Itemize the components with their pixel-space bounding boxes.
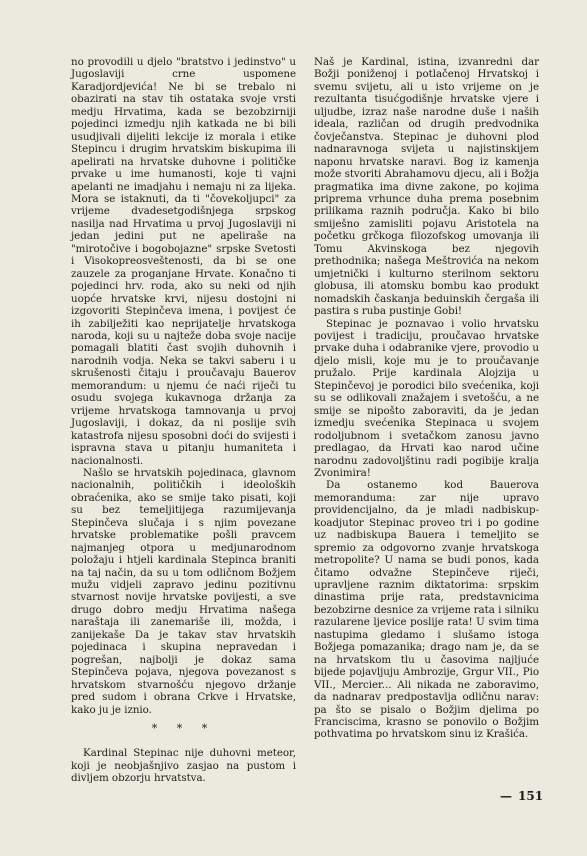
page-number-value: 151 xyxy=(518,789,544,803)
page-number xyxy=(500,789,543,803)
paragraph: Stepinac je poznavao i volio hrvatsku povijest i tradiciju, proučavao hrvatske prvake duha i odabranike vjere, provodio u djelo misli, koje mu je to proučavanje pružalo. Prije kardinala Alojzija u Stepinčevoj je porodici bilo svećenika, koji su se odlikovali znažajem i svetošću, a ne smije se nipošto zaboraviti, da je jedan izmedju svećenika Stepinaca u svojem rodoljubnom i svetačkom zanosu javno predlagao, da Hrvati kao narod učine narodnu zadovoljštinu radi pogibije kralja Zvonimira! xyxy=(314,317,539,479)
paragraph: Našlo se hrvatskih pojedinaca, glavnom nacionalnih, političkih i ideoloških obraćenika, ako se smije tako pisati, koji su bez temeljitijega razumijevanja Stepinčeva slučaja i s njim povezane hrvatske problematike pošli pravcem najmanjeg otpora u medjunarodnom položaju i htjeli kardinala Stepinca braniti na taj način, da su u tom odličnom Božjem mužu vidjeli zapravo jedinu pozitivnu stvarnost novije hrvatske povijesti, a sve drugo dobro medju Hrvatima našega naraštaja ili zanemariše ili, možda, i zanijekaše Da je takav stav hrvatskih pojedinaca i skupina nepravedan i pogrešan, najbolji je dokaz sama Stepinčeva pojava, njegova povezanost s hrvatskom stvarnošću njegovo držanje pred sudom i obrana Crkve i Hrvatske, kako ju je iznio. xyxy=(71,466,296,716)
paragraph: no provodili u djelo "bratstvo i jedinstvo" u Jugoslaviji crne uspomene Karadjordjevića! Ne bi se trebalo ni obazirati na stav tih ostataka svoje vrsti medju Hrvatima, kada se bezobzirniji pojedinci izmedju njih katkada ne bi bili usudjivali dijeliti lekcije iz morala i etike Stepincu i drugim hrvatskim biskupima ili apelirati na hrvatske duhovne i političke prvake u ime humanosti, koje ti vajni apelanti ne imadjahu i nemaju ni za lijeka. Mora se istaknuti, da ti "čovekoljupci" za vrijeme dvadesetgodišnjega srpskog nasilja nad Hrvatima u prvoj Jugoslaviji ni jedan jedini put ne apeliraše na "mirotočive i bogobojazne" srpske Svetosti i Visokopreosveštenosti, da bi se one zauzele za proganjane Hrvate. Konačno ti pojedinci hrv. roda, ako su neki od njih uopće hrvatske krvi, nijesu dostojni ni izgovoriti Stepinčeva imena, i povijest će ih zabilježiti kao neprijatelje hrvatskoga naroda, koji su u najteže doba svoje nacije pomagali blatiti čast svojih duhovnih i narodnih vodja. Neka se takvi saberu i u skrušenosti čitaju i proučavaju Bauerov memorandum: u njemu će naći riječi tu osudu svojega kukavnoga držanja za vrijeme hrvatskoga tamnovanja u prvoj Jugoslaviji, i dokaz, da ni poslije svih katastrofa nijesu sposobni doći do svijesti i ispravna stava u pitanju humaniteta i nacionalnosti. xyxy=(71,56,296,467)
right-column xyxy=(314,56,539,741)
section-separator: * * * xyxy=(151,722,216,736)
left-column xyxy=(71,56,296,785)
paragraph: Kardinal Stepinac nije duhovni meteor, koji je neobjašnjivo zasjao na pustom i divljem obzorju hrvatstva. xyxy=(71,747,296,785)
paragraph: Da ostanemo kod Bauerova memoranduma: zar nije upravo providencijalno, da je mladi nadbiskup-koadjutor Stepinac proveo tri i po godine uz nadbiskupa Bauera i temeljito se spremio za odgovorno zvanje hrvatskoga metropolite? U nama se budi ponos, kada čitamo odvažne Stepinčeve riječi, upravljene raznim diktatorima: srpskim dinastima prije rata, predstavnicima bezobzirne desnice za vrijeme rata i silniku razularene ljevice poslije rata! U svim tima nastupima gledamo i slušamo istoga Božjega pomazanika; drago nam je, da se na hrvatskom tlu u časovima najljuće bijede pojavljuju Ambrozije, Grgur VII., Pio VII., Mercier... Ali nikada ne zaboravimo, da nadnarav predpostavlja odličnu narav: pa što se pisalo o Božjim djelima po Franciscima, krasno se ponovilo o Božjim pothvatima po hrvatskom sinu iz Krašića. xyxy=(314,479,539,741)
paragraph: Naš je Kardinal, istina, izvanredni dar Božji poniženoj i potlačenoj Hrvatskoj i svemu svijetu, ali u isto vrijeme on je rezultanta tisućgodišnje hrvatske vjere i uljudbe, izraz naše narodne duše i naših ideala, različan od drugih predvodnika čovječanstva. Stepinac je duhovni plod nadnaravnoga svijeta u najistinskijem naponu hrvatske naravi. Bog iz kamenja može stvoriti Abrahamovu djecu, ali i Božja pragmatika ima divne zakone, po kojima priprema vrhunce duha prema posebnim prilikama raznih područja. Kako bi bilo smiješno zamisliti pojavu Aristotela na početku grčkoga filozofskog umovanja ili Tomu Akvinskoga bez njegovih prethodnika; našega Meštrovića na nekom umjetnički i kulturno sterilnom sektoru globusa, ili atomsku bombu kao produkt nomadskih časkanja beduinskih čergaša ili pastira s ruba pustinje Gobi! xyxy=(314,56,539,318)
page-number-dash: — xyxy=(500,789,512,803)
